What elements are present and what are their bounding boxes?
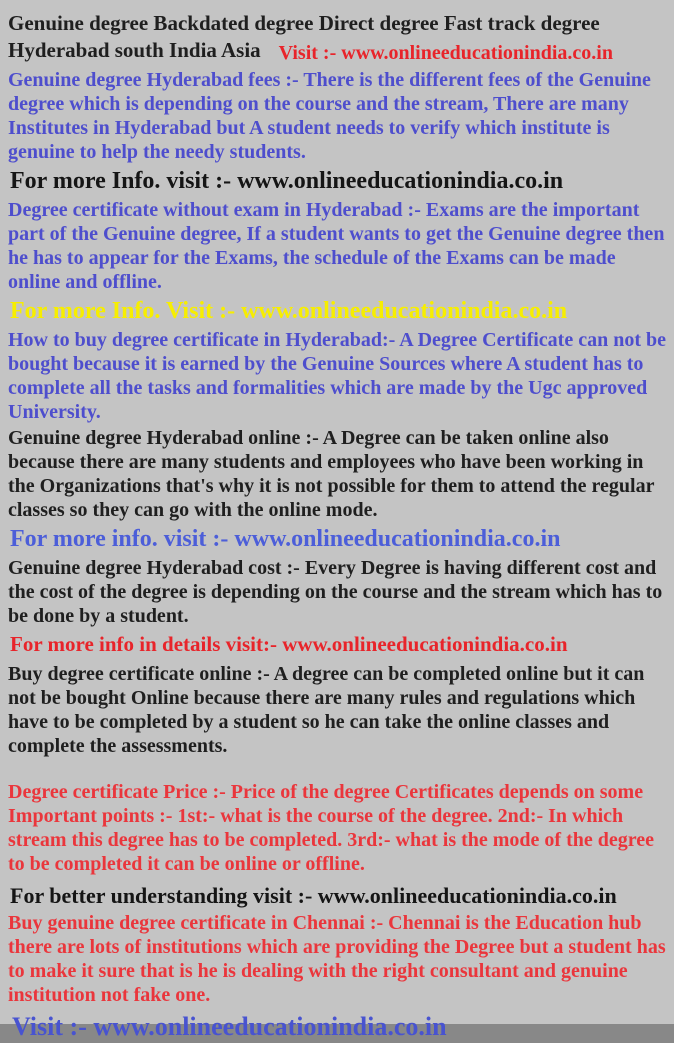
paragraph-price: Degree certificate Price :- Price of the degree Certificates depends on some Important points :- 1st:- what is the course of the degree. 2nd:- In which stream this degree has to be completed. 3rd:- what is the mode of the degree to be completed it can be online or offline. bbox=[8, 781, 655, 875]
more-info-link-yellow[interactable]: For more Info. Visit :- www.onlineeducationindia.co.in bbox=[10, 298, 568, 324]
paragraph-how-to-buy: How to buy degree certificate in Hyderabad:- A Degree Certificate can not be bought because it is earned by the Genuine Sources where A student has to complete all the tasks and formalities which are made by the Ugc approved University. bbox=[8, 329, 666, 423]
paragraph-without-exam: Degree certificate without exam in Hyderabad :- Exams are the important part of the Genuine degree, If a student wants to get the Genuine degree then he has to appear for the Exams, the schedule of the Exams can be made online and offline. bbox=[8, 199, 665, 293]
better-understanding-link[interactable]: For better understanding visit :- www.onlineeducationindia.co.in bbox=[10, 883, 617, 908]
more-info-link-black[interactable]: For more Info. visit :- www.onlineeducationindia.co.in bbox=[10, 168, 564, 194]
paragraph-chennai: Buy genuine degree certificate in Chennai :- Chennai is the Education hub there are lots of institutions which are providing the Degree but a student has to make it sure that is he is dealing with the right consultant and genuine institution not fake one. bbox=[8, 912, 666, 1006]
heading-row bbox=[8, 10, 666, 65]
paragraph-buy-online: Buy degree certificate online :- A degree can be completed online but it can not be bought Online because there are many rules and regulations which have to be completed by a student so he can take the online classes and complete the assessments. bbox=[8, 663, 645, 757]
visit-link-bottom[interactable]: Visit :- www.onlineeducationindia.co.in bbox=[12, 1012, 447, 1041]
paragraph-cost: Genuine degree Hyderabad cost :- Every Degree is having different cost and the cost of the degree is depending on the course and the stream which has to be done by a student. bbox=[8, 557, 663, 627]
more-info-link-red[interactable]: For more info in details visit:- www.onlineeducationindia.co.in bbox=[10, 632, 568, 656]
page-title: Genuine degree Backdated degree Direct degree Fast track degree Hyderabad south India Asia bbox=[8, 11, 600, 62]
paragraph-online: Genuine degree Hyderabad online :- A Degree can be taken online also because there are many students and employees who have been working in the Organizations that's why it is not possible for them to attend the regular classes so they can go with the online mode. bbox=[8, 427, 655, 521]
visit-link-top[interactable]: Visit :- www.onlineeducationindia.co.in bbox=[278, 42, 613, 64]
more-info-link-blue[interactable]: For more info. visit :- www.onlineeducationindia.co.in bbox=[10, 526, 561, 552]
paragraph-fees: Genuine degree Hyderabad fees :- There is the different fees of the Genuine degree which is depending on the course and the stream, There are many Institutes in Hyderabad but A student needs to verify which institute is genuine to help the needy students. bbox=[8, 69, 651, 163]
